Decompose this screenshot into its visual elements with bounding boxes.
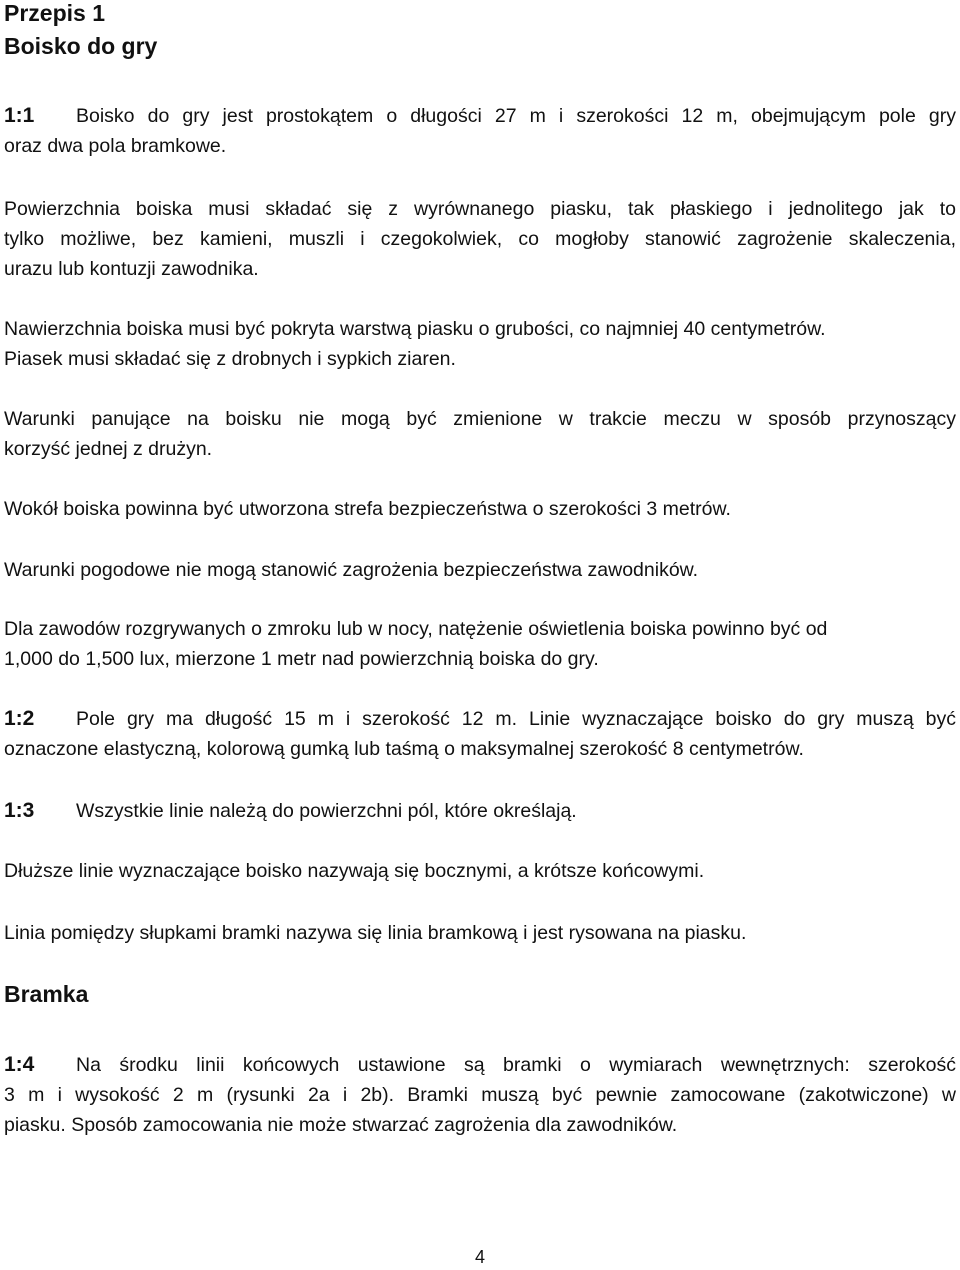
- lighting-line-1: Dla zawodów rozgrywanych o zmroku lub w nocy, natężenie oświetlenia boiska powinno być od: [4, 618, 828, 640]
- rule-number: 1:4: [4, 1053, 35, 1076]
- surface-line-2: tylko możliwe, bez kamieni, muszli i czegokolwiek, co mogłoby stanowić zagrożenie skaleczenia,: [4, 228, 956, 250]
- sand-line-2: Piasek musi składać się z drobnych i sypkich ziaren.: [4, 348, 456, 370]
- conditions-line-1: Warunki panujące na boisku nie mogą być zmienione w trakcie meczu w sposób przynoszący: [4, 408, 956, 430]
- chapter-subtitle: Boisko do gry: [4, 33, 158, 59]
- sand-line-1: Nawierzchnia boiska musi być pokryta warstwą piasku o grubości, co najmniej 40 centymetrów.: [4, 318, 826, 340]
- rule-1-3-line-1: 1:3 Wszystkie linie należą do powierzchni pól, które określają.: [4, 796, 577, 826]
- rule-1-2-line-2: oznaczone elastyczną, kolorową gumką lub taśmą o maksymalnej szerokość 8 centymetrów.: [4, 738, 804, 760]
- surface-line-3: urazu lub kontuzji zawodnika.: [4, 258, 259, 280]
- rule-1-1-line-1: 1:1 Boisko do gry jest prostokątem o długości 27 m i szerokości 12 m, obejmującym pole gry: [4, 101, 956, 131]
- safety-zone-paragraph: Wokół boiska powinna być utworzona strefa bezpieczeństwa o szerokości 3 metrów.: [4, 498, 731, 520]
- weather-paragraph: Warunki pogodowe nie mogą stanowić zagrożenia bezpieczeństwa zawodników.: [4, 559, 699, 581]
- rule-1-4-line-1: 1:4 Na środku linii końcowych ustawione są bramki o wymiarach wewnętrznych: szerokość: [4, 1050, 956, 1080]
- rule-1-4-line-2: 3 m i wysokość 2 m (rysunki 2a i 2b). Bramki muszą być pewnie zamocowane (zakotwiczone) w: [4, 1084, 956, 1106]
- rule-1-4-line-3: piasku. Sposób zamocowania nie może stwarzać zagrożenia dla zawodników.: [4, 1114, 678, 1136]
- rule-number: 1:1: [4, 104, 35, 127]
- rule-number: 1:2: [4, 707, 35, 730]
- rule-1-2-line-1: 1:2 Pole gry ma długość 15 m i szerokość 12 m. Linie wyznaczające boisko do gry muszą być: [4, 704, 956, 734]
- rule-number: 1:3: [4, 799, 35, 822]
- lighting-line-2: 1,000 do 1,500 lux, mierzone 1 metr nad powierzchnią boiska do gry.: [4, 648, 599, 670]
- conditions-line-2: korzyść jednej z drużyn.: [4, 438, 213, 460]
- section-title-goal: Bramka: [4, 981, 89, 1007]
- chapter-title: Przepis 1: [4, 0, 105, 26]
- goal-line-paragraph: Linia pomiędzy słupkami bramki nazywa się linia bramkową i jest rysowana na piasku.: [4, 922, 747, 944]
- page-number: 4: [474, 1247, 485, 1267]
- surface-line-1: Powierzchnia boiska musi składać się z wyrównanego piasku, tak płaskiego i jednolitego jak to: [4, 198, 956, 220]
- lines-paragraph: Dłuższe linie wyznaczające boisko nazywają się bocznymi, a krótsze końcowymi.: [4, 860, 705, 882]
- rule-1-1-line-2: oraz dwa pola bramkowe.: [4, 135, 227, 157]
